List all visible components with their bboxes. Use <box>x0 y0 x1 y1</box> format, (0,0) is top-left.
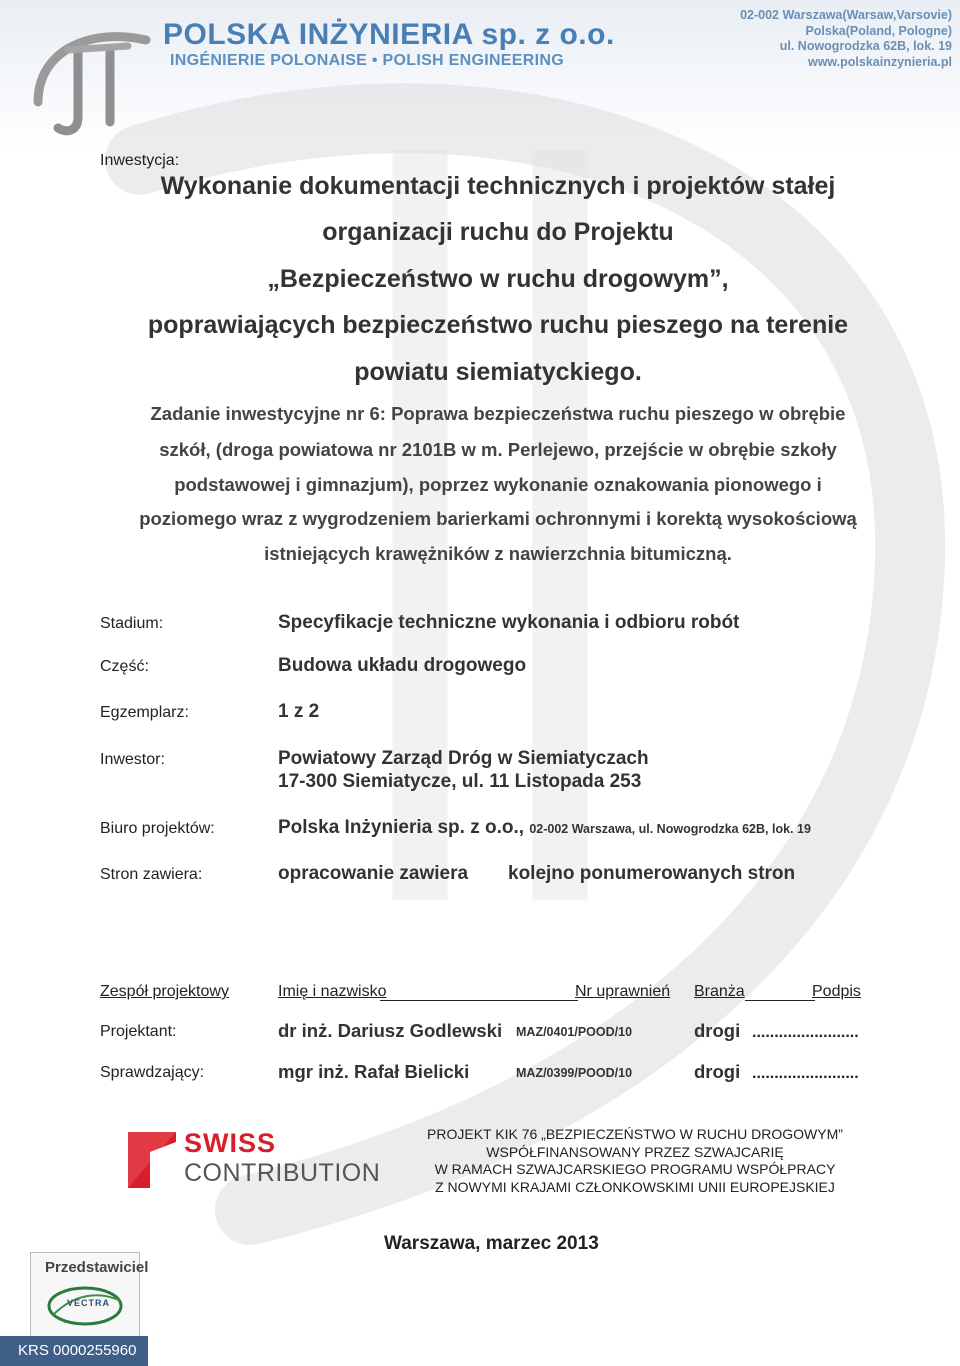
czesc-value: Budowa układu drogowego <box>278 655 527 676</box>
team-row-license: MAZ/0401/POOD/10 <box>516 1025 633 1039</box>
task-description-line: poziomego wraz z wygrodzeniem barierkami ochronnymi i korektą wysokościową <box>139 508 857 529</box>
team-row-name: dr inż. Dariusz Godlewski <box>278 1020 503 1041</box>
header-address-line: 02-002 Warszawa(Warsaw,Varsovie) <box>740 8 952 22</box>
header-address-line: ul. Nowogrodzka 62B, lok. 19 <box>779 39 952 53</box>
company-logo-icon <box>28 22 156 142</box>
badge-title: Przedstawiciel <box>45 1259 149 1276</box>
inwestor-name: Powiatowy Zarząd Dróg w Siemiatyczach <box>278 748 649 769</box>
investment-title-line: poprawiających bezpieczeństwo ruchu pieszego na terenie <box>147 311 849 339</box>
team-header-zespol: Zespół projektowy <box>100 983 229 1000</box>
swiss-contribution-logo <box>128 1128 381 1194</box>
swiss-cross-icon <box>128 1132 176 1188</box>
place-and-date: Warszawa, marzec 2013 <box>384 1233 599 1254</box>
company-name: POLSKA INŻYNIERIA sp. z o.o. <box>163 18 615 51</box>
investment-title-line: Wykonanie dokumentacji technicznych i projektów stałej <box>160 172 836 200</box>
team-row-sign: ........................ <box>752 1065 859 1082</box>
task-description-line: szkół, (droga powiatowa nr 2101B w m. Perlejewo, przejście w obrębie szkoły <box>159 439 837 460</box>
company-subtitle: INGÉNIERIE POLONAISE • POLISH ENGINEERING <box>170 52 564 69</box>
stron-value-2: kolejno ponumerowanych stron <box>508 863 796 884</box>
team-row-branch: drogi <box>694 1061 741 1082</box>
task-description-line: istniejących krawężników z nawierzchnia bitumiczną. <box>264 543 732 564</box>
team-header-sign: Podpis <box>812 983 861 1000</box>
stron-value-1: opracowanie zawiera <box>278 863 469 884</box>
header-website: www.polskainzynieria.pl <box>807 55 952 69</box>
header-address-line: Polska(Poland, Pologne) <box>805 24 952 38</box>
investment-title-line: powiatu siemiatyckiego. <box>354 358 642 386</box>
task-description-line: podstawowej i gimnazjum), poprzez wykonanie oznakowania pionowego i <box>174 474 822 495</box>
underline-spacer <box>745 1000 815 1001</box>
project-note-line: W RAMACH SZWAJCARSKIEGO PROGRAMU WSPÓŁPRACY <box>434 1161 836 1177</box>
team-row-branch: drogi <box>694 1020 741 1041</box>
team-row-role: Projektant: <box>100 1023 177 1040</box>
project-note-line: PROJEKT KIK 76 „BEZPIECZEŃSTWO W RUCHU DROGOWYM” <box>427 1126 843 1142</box>
team-header-license: Nr uprawnień <box>575 983 671 1000</box>
biuro-address: 02-002 Warszawa, ul. Nowogrodzka 62B, lok. 19 <box>529 822 811 836</box>
project-cofinancing-note <box>405 1126 865 1196</box>
team-row-license: MAZ/0399/POOD/10 <box>516 1066 633 1080</box>
project-note-line: Z NOWYMI KRAJAMI CZŁONKOWSKIMI UNII EUROPEJSKIEJ <box>435 1178 835 1195</box>
underline-spacer <box>380 1000 578 1001</box>
team-header-branch: Branża <box>694 983 745 1000</box>
krs-number: KRS 0000255960 <box>0 1336 148 1366</box>
team-row-name: mgr inż. Rafał Bielicki <box>278 1061 470 1082</box>
investment-title-line: „Bezpieczeństwo w ruchu drogowym”, <box>267 265 729 293</box>
stron-label: Stron zawiera: <box>100 866 203 883</box>
contribution-word: CONTRIBUTION <box>184 1159 381 1187</box>
biuro-value <box>278 817 811 839</box>
swiss-word: SWISS <box>184 1128 277 1158</box>
team-row-role: Sprawdzający: <box>100 1064 205 1081</box>
vectra-text: VECTRA <box>67 1298 111 1308</box>
inwestor-address: 17-300 Siemiatycze, ul. 11 Listopada 253 <box>278 771 642 792</box>
task-description-line: Zadanie inwestycyjne nr 6: Poprawa bezpieczeństwa ruchu pieszego w obrębie <box>150 403 846 424</box>
project-note-line: WSPÓŁFINANSOWANY PRZEZ SZWAJCARIĘ <box>486 1143 784 1160</box>
egzemplarz-label: Egzemplarz: <box>100 704 189 721</box>
investment-title-line: organizacji ruchu do Projektu <box>322 218 674 246</box>
inwestor-label: Inwestor: <box>100 751 165 768</box>
team-row-sign: ........................ <box>752 1024 859 1041</box>
czesc-label: Część: <box>100 658 149 675</box>
stadium-value: Specyfikacje techniczne wykonania i odbioru robót <box>278 612 740 633</box>
biuro-name: Polska Inżynieria sp. z o.o., <box>278 817 525 838</box>
biuro-label: Biuro projektów: <box>100 820 215 837</box>
egzemplarz-value: 1 z 2 <box>278 701 320 722</box>
stadium-label: Stadium: <box>100 615 164 632</box>
team-header-name-text: Imię i nazwisko <box>278 983 387 1000</box>
investment-label: Inwestycja: <box>100 152 180 169</box>
